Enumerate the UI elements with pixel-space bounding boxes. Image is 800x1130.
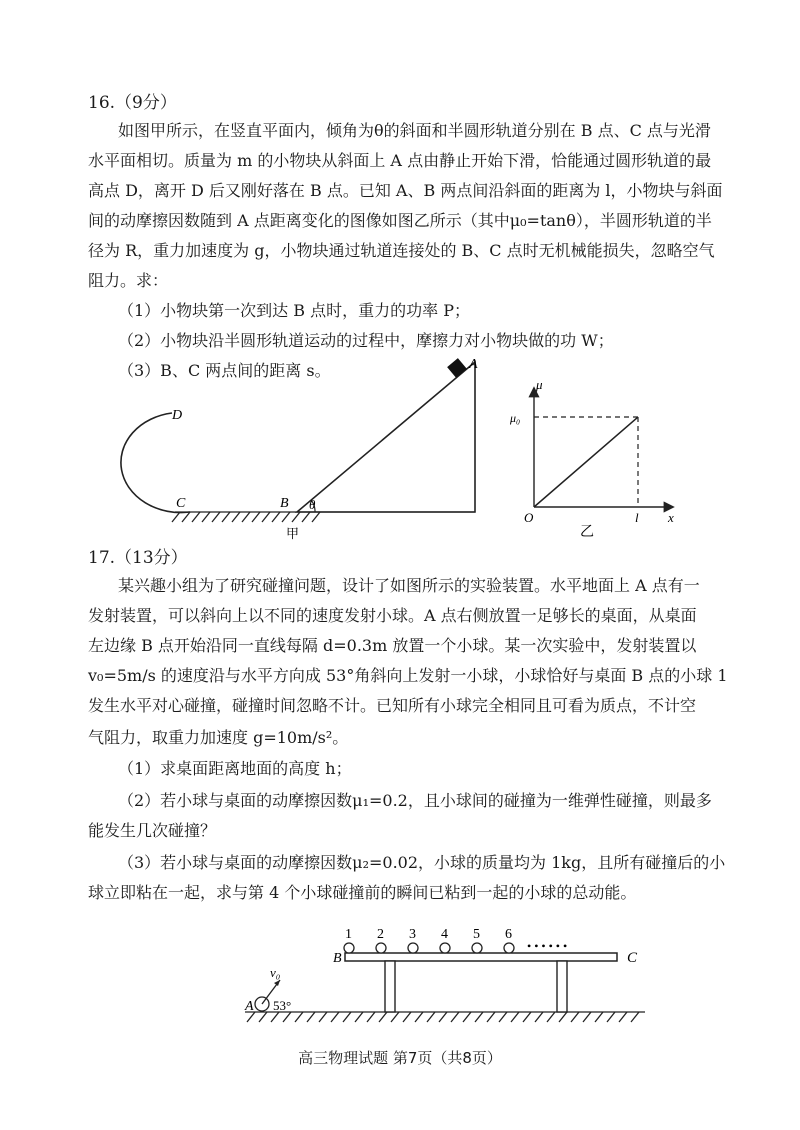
q17-line-5: 发生水平对心碰撞，碰撞时间忽略不计。已知所有小球完全相同且可看为质点，不计空 — [88, 696, 697, 715]
q17-heading: 17.（13分） — [88, 548, 188, 568]
table-leg-left — [385, 961, 395, 1012]
q16-heading: 16.（9分） — [88, 93, 177, 113]
ball-label-3: 3 — [409, 927, 416, 942]
ball-label-1: 1 — [345, 927, 352, 942]
q17-figure-table — [235, 920, 655, 1030]
label-B: B — [333, 951, 342, 966]
q16-line-3: 高点 D，离开 D 后又刚好落在 B 点。已知 A、B 两点间沿斜面的距离为 l，小物块与斜面 — [88, 181, 723, 200]
ellipsis-dots: • • • • • • — [527, 939, 568, 953]
label-A: A — [245, 999, 254, 1014]
label-B: B — [280, 496, 289, 511]
q16-sub-3: （3）B、C 两点间的距离 s。 — [118, 361, 331, 380]
label-angle: 53° — [273, 998, 292, 1013]
label-v0: v₀ — [270, 965, 281, 980]
label-D: D — [172, 408, 183, 423]
label-A: A — [469, 357, 478, 372]
ground-hatch — [172, 512, 320, 522]
q17-line-6: 气阻力，取重力加速度 g=10m/s²。 — [88, 728, 349, 747]
q17-sub-2b: 能发生几次碰撞？ — [88, 821, 217, 840]
q16-figure-graph — [500, 375, 700, 545]
q16-line-4: 间的动摩擦因数随到 A 点距离变化的图像如图乙所示（其中μ₀=tanθ），半圆形轨道的半 — [88, 211, 712, 230]
q16-sub-1: （1）小物块第一次到达 B 点时，重力的功率 P； — [118, 301, 470, 320]
ball-6 — [504, 943, 514, 953]
q16-figure-incline — [120, 355, 520, 545]
incline-triangle — [297, 362, 475, 512]
label-x: x — [668, 510, 674, 525]
label-l: l — [635, 510, 639, 525]
label-theta: θ — [309, 497, 316, 512]
q16-line-6: 阻力。求： — [88, 271, 169, 290]
ball-3 — [408, 943, 418, 953]
label-O: O — [524, 510, 534, 525]
q16-line-5: 径为 R，重力加速度为 g，小物块通过轨道连接处的 B、C 点时无机械能损失，忽略空气 — [88, 241, 715, 260]
label-mu0: μ₀ — [510, 411, 521, 425]
q16-line-2: 水平面相切。质量为 m 的小物块从斜面上 A 点由静止开始下滑，恰能通过圆形轨道的最 — [88, 151, 712, 170]
ball-4 — [440, 943, 450, 953]
ball-1 — [344, 943, 354, 953]
q17-line-1: 某兴趣小组为了研究碰撞问题，设计了如图所示的实验装置。水平地面上 A 点有一 — [118, 576, 700, 595]
q16-line-1: 如图甲所示，在竖直平面内，倾角为θ的斜面和半圆形轨道分别在 B 点、C 点与光滑 — [118, 121, 711, 140]
ground-hatch — [247, 1012, 639, 1022]
ball-5 — [472, 943, 482, 953]
q17-line-4: v₀=5m/s 的速度沿与水平方向成 53°角斜向上发射一小球，小球恰好与桌面 B 点的小球 1 — [88, 666, 728, 685]
table-top — [345, 953, 617, 961]
ball-label-2: 2 — [377, 927, 384, 942]
ball-2 — [376, 943, 386, 953]
q17-sub-1: （1）求桌面距离地面的高度 h； — [118, 759, 352, 778]
mu-line — [534, 417, 638, 507]
label-C: C — [176, 496, 186, 511]
q16-sub-2: （2）小物块沿半圆形轨道运动的过程中，摩擦力对小物块做的功 W； — [118, 331, 614, 350]
caption-jia: 甲 — [286, 526, 300, 541]
ball-label-6: 6 — [505, 927, 512, 942]
label-mu: μ — [536, 377, 543, 392]
q17-sub-3b: 球立即粘在一起，求与第 4 个小球碰撞前的瞬间已粘到一起的小球的总动能。 — [88, 883, 637, 902]
ball-label-5: 5 — [473, 927, 480, 942]
q17-line-3: 左边缘 B 点开始沿同一直线每隔 d=0.3m 放置一个小球。某一次实验中，发射装置以 — [88, 636, 697, 655]
block — [447, 358, 467, 378]
q17-sub-2: （2）若小球与桌面的动摩擦因数μ₁=0.2，且小球间的碰撞为一维弹性碰撞，则最多 — [118, 791, 712, 810]
caption-yi: 乙 — [580, 525, 594, 540]
table-leg-right — [557, 961, 567, 1012]
ball-label-4: 4 — [441, 927, 448, 942]
q17-sub-3: （3）若小球与桌面的动摩擦因数μ₂=0.02，小球的质量均为 1kg，且所有碰撞后的小 — [118, 853, 726, 872]
label-C: C — [627, 950, 638, 966]
page-footer: 高三物理试题 第7页（共8页） — [298, 1049, 502, 1067]
q17-line-2: 发射装置，可以斜向上以不同的速度发射小球。A 点右侧放置一足够长的桌面，从桌面 — [88, 606, 697, 625]
